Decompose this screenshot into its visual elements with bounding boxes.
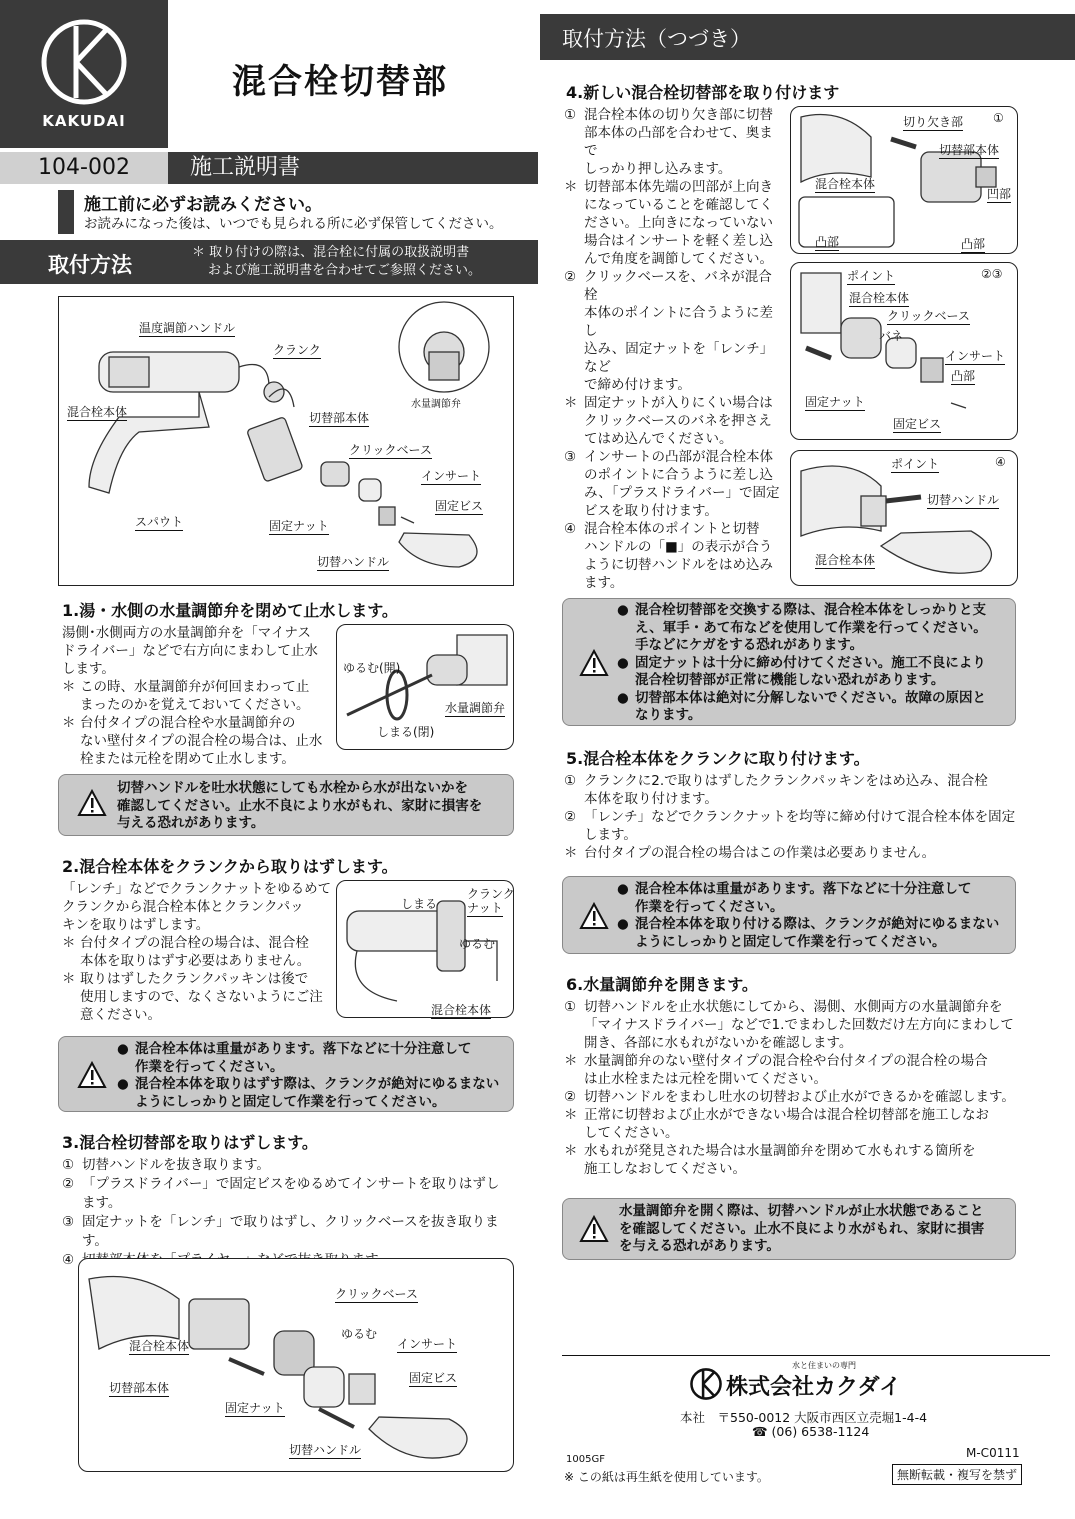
step2-title: 2.混合栓本体をクランクから取りはずします。 [62, 857, 398, 876]
step1-title: 1.湯・水側の水量調節弁を閉めて止水します。 [62, 601, 398, 620]
label-loosen: ゆるむ [459, 937, 496, 951]
step1-figure [336, 624, 514, 750]
label-handle: 切替ハンドル [317, 555, 390, 569]
label-click-base: クリックベース [335, 1287, 418, 1301]
label-body: 混合栓本体 [815, 177, 876, 191]
step2-note: ＊ 取りはずしたクランクパッキンは後で 使用しますので、なくさないようにご注 意ください。 [62, 971, 323, 1023]
label-insert: インサート [945, 349, 1006, 363]
step1-note: ＊ 台付タイプの混合栓や水量調節弁の ない壁付タイプの混合栓の場合は、止水 栓または元栓を閉めて止水します。 [62, 715, 323, 767]
figure-number: ②③ [981, 267, 1003, 281]
step4-warning: ● 混合栓切替部を交換する際は、混合栓本体をしっかりと支 え、軍手・あて布などを使用して作業を行ってください。 手などにケガをする恐れがあります。 ● 固定ナットは十分に締め付けてください。施工不良により 混合栓切替部が正常に機能しない恐れがあります。 ● 切替部本体は絶対に分解しないでください。故障の原因と なります。 [562, 598, 1016, 726]
company-slogan: 水と住まいの専門 [792, 1361, 856, 1370]
disassembly-illustration [79, 1259, 513, 1471]
label-body: 混合栓本体 [849, 291, 910, 305]
kakudai-logo-icon [40, 18, 128, 106]
label-screw: 固定ビス [435, 499, 484, 513]
step6-title: 6.水量調節弁を開きます。 [566, 975, 758, 994]
label-nut: 固定ナット [805, 395, 865, 409]
label-insert: インサート [421, 469, 482, 483]
read-first-heading: 施工前に必ずお読みください。 [84, 195, 322, 215]
step4-items: ① 混合栓本体の切り欠き部に切替 部本体の凸部を合わせて、奥まで しっかり押し込みます。 ＊ 切替部本体先端の凹部が上向き になっていることを確認してく ださい。上向きになっていない 場合はインサートを軽く差し込 んで角度を調節してください。 ② クリックベースを、バネが混合栓 本体のポイントに合うように差し 込み、固定ナットを「レンチ」など で締め付けます。 ＊ 固定ナットが入りにくい場合は クリックベースのバネを押さえ てはめ込んでください。 ③ インサートの凸部が混合栓本体 のポイントに合うように差し込 み、「プラスドライバー」で固定 ビスを取り付けます。 ④ 混合栓本体のポイントと切替 ハンドルの「■」の表示が合う ように切替ハンドルをはめ込み ます。 [564, 107, 780, 591]
label-boss: 凸部 [951, 369, 976, 383]
step4-figure-3 [790, 450, 1018, 586]
label-body: 混合栓本体 [815, 553, 876, 567]
step4-title: 4.新しい混合栓切替部を取り付けます [566, 83, 840, 102]
label-crank-nut-2: ナット [467, 901, 503, 915]
company-address: 本社 〒550-0012 大阪市西区立売堀1-4-4 [680, 1410, 928, 1425]
label-body: 混合栓本体 [431, 1003, 492, 1017]
label-crank-nut: クランク [467, 887, 515, 901]
label-cartridge: 切替部本体 [309, 411, 370, 425]
label-valve: 水量調節弁 [411, 399, 461, 410]
label-click-base: クリックベース [349, 443, 432, 457]
label-cartridge: 切替部本体 [939, 143, 1000, 157]
company-phone: ☎ (06) 6538-1124 [752, 1424, 870, 1439]
document-number: M-C0111 [966, 1446, 1020, 1460]
label-cartridge: 切替部本体 [109, 1381, 170, 1395]
label-screw: 固定ビス [409, 1371, 458, 1385]
label-spring: バネ [879, 329, 904, 343]
warning-icon [579, 1215, 609, 1243]
label-boss: 凸部 [815, 235, 840, 249]
step4-figure-2 [790, 262, 1018, 440]
section-title: 取付方法 [48, 253, 132, 277]
label-handle: 切替ハンドル [927, 493, 1000, 507]
label-notch: 切り欠き部 [903, 115, 964, 129]
label-loosen: ゆるむ [341, 1327, 378, 1341]
lot-number: 1005GF [566, 1454, 605, 1465]
step1-warning: 切替ハンドルを吐水状態にしても水栓から水が出ないかを 確認してください。止水不良により水がもれ、家財に損害を 与える恐れがあります。 [58, 774, 514, 836]
label-handle: 切替ハンドル [289, 1443, 362, 1457]
label-click-base: クリックベース [887, 309, 970, 323]
step4-figure-1 [790, 106, 1018, 254]
main-figure [58, 296, 514, 586]
warning-icon [579, 649, 609, 677]
step6-items: ① 切替ハンドルを止水状態にしてから、湯側、水側両方の水量調節弁を 「マイナスドライバー」などで1.でまわした回数だけ左方向にまわして 開き、各部に水もれがないかを確認します。 ＊ 水量調節弁のない壁付タイプの混合栓や台付タイプの混合栓の場合 は止水栓または元栓を開いてください。 ② 切替ハンドルをまわし吐水の切替および止水ができるかを確認します。 ＊ 正常に切替および止水ができない場合は混合栓切替部を施工しなお してください。 ＊ 水もれが発見された場合は水量調節弁を閉めて水もれする箇所を 施工しなおしてください。 [564, 999, 1015, 1177]
step1-body: 湯側･水側両方の水量調節弁を「マイナス ドライバー」などで右方向にまわして止水 します。 ＊ この時、水量調節弁が何回まわって止 まったのかを覚えておいてください。 ＊ 台付タイプの混合栓や水量調節弁の ない壁付タイプの混合栓の場合は、止水 栓または元栓を閉めて止水します。 [62, 624, 332, 768]
kakudai-mark-icon [690, 1368, 722, 1400]
section-note: ＊ 取り付けの際は、混合栓に付属の取扱説明書 および施工説明書を合わせてご参照ください。 [192, 245, 482, 278]
step1-note: ＊ この時、水量調節弁が何回まわって止 まったのかを覚えておいてください。 [62, 679, 310, 713]
read-first-note: お読みになった後は、いつでも見られる所に必ず保管してください。 [84, 216, 503, 232]
step5-items: ① クランクに2.で取りはずしたクランクパッキンをはめ込み、混合栓 本体を取り付けます。 ② 「レンチ」などでクランクナットを均等に締め付けて混合栓本体を固定 します。 ＊ 台付タイプの混合栓の場合はこの作業は必要ありません。 [564, 773, 1016, 861]
warning-icon [579, 902, 609, 930]
document-title: 混合栓切替部 [232, 62, 448, 102]
label-insert: インサート [397, 1337, 458, 1351]
logo-block [0, 0, 168, 148]
brand-name: KAKUDAI [42, 112, 126, 130]
label-body: 混合栓本体 [67, 405, 128, 419]
product-code: 104-002 [0, 152, 168, 184]
step5-warning: ● 混合栓本体は重量があります。落下などに十分注意して 作業を行ってください。 ● 混合栓本体を取り付ける際は、クランクが絶対にゆるまない ようにしっかりと固定して作業を行ってください。 [562, 876, 1016, 954]
label-tighten: しまる [401, 897, 438, 911]
company-name: 株式会社カクダイ [726, 1375, 902, 1400]
step3-title: 3.混合栓切替部を取りはずします。 [62, 1133, 318, 1152]
label-screw: 固定ビス [893, 417, 942, 431]
readfirst-marker [58, 190, 74, 234]
label-close: しまる(閉) [377, 725, 435, 739]
label-open: ゆるむ(開) [343, 661, 401, 675]
warning-icon [77, 789, 107, 817]
step2-figure [336, 880, 514, 1018]
label-body: 混合栓本体 [129, 1339, 190, 1353]
warning-icon [77, 1061, 107, 1089]
copyright-stamp: 無断転載・複写を禁ず [892, 1464, 1022, 1485]
step3-figure [78, 1258, 514, 1472]
figure-number: ④ [995, 455, 1006, 469]
step6-warning: 水量調節弁を開く際は、切替ハンドルが止水状態であること を確認してください。止水不良により水がもれ、家財に損害 を与える恐れがあります。 [562, 1198, 1016, 1260]
label-nut: 固定ナット [269, 519, 329, 533]
figure-number: ① [993, 111, 1004, 125]
label-crank: クランク [273, 343, 321, 357]
step3-items: ① 切替ハンドルを抜き取ります。 ② 「プラスドライバー」で固定ビスをゆるめてインサートを取りはずし ます。 ③ 固定ナットを「レンチ」で取りはずし、クリックベースを抜き取ります。 ④ [62, 1157, 500, 1268]
manual-label: 施工説明書 [168, 152, 538, 184]
label-recess: 凹部 [987, 187, 1012, 201]
recycled-paper-note: ※ この紙は再生紙を使用しています。 [564, 1470, 769, 1484]
label-valve: 水量調節弁 [445, 701, 506, 715]
step2-note: ＊ 台付タイプの混合栓の場合は、混合栓 本体を取りはずす必要はありません。 [62, 935, 311, 969]
label-point: ポイント [847, 269, 896, 283]
step2-body: 「レンチ」などでクランクナットをゆるめて クランクから混合栓本体とクランクパッ キンを取りはずします。 ＊ 台付タイプの混合栓の場合は、混合栓 本体を取りはずす必要はありません。 ＊ 取りはずしたクランクパッキンは後で 使用しますので、なくさないようにご注 意ください。 [62, 881, 332, 1023]
label-spout: スパウト [135, 515, 184, 529]
step5-title: 5.混合栓本体をクランクに取り付けます。 [566, 749, 870, 768]
footer-divider [562, 1355, 1050, 1356]
label-temp-handle: 温度調節ハンドル [139, 321, 236, 335]
right-header-title: 取付方法（つづき） [562, 27, 751, 51]
step2-warning: ● 混合栓本体は重量があります。落下などに十分注意して 作業を行ってください。 ● 混合栓本体を取りはずす際は、クランクが絶対にゆるまない ようにしっかりと固定して作業を行ってください。 [58, 1036, 514, 1112]
label-point: ポイント [891, 457, 940, 471]
label-boss-2: 凸部 [961, 237, 986, 251]
label-nut: 固定ナット [225, 1401, 285, 1415]
